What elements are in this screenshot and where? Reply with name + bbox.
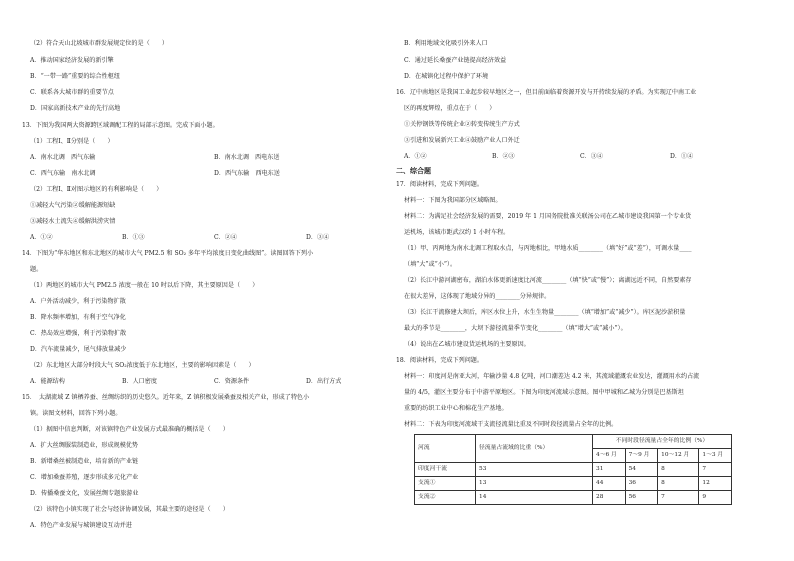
q13-2-option-b[interactable]: B．①③ bbox=[122, 234, 145, 241]
q15-intro-line2: 镇。读图文材料，回答下列小题。 bbox=[30, 410, 122, 417]
q12-2-option-b[interactable]: B．“一带一路”重要的综合性枢纽 bbox=[30, 73, 120, 80]
q14-2-option-c[interactable]: C．资源条件 bbox=[214, 378, 250, 385]
q18-material-1-line2: 量的 4/5，灌区主要分布于中游平原地区。下图为印度河流域示意图。图中甲城和乙城为分别是巴基斯坦 bbox=[404, 389, 684, 396]
table-cell: 56 bbox=[625, 491, 658, 505]
table-header-month: 1～3 月 bbox=[699, 449, 732, 463]
q17-q2-line2: 在很大差异，这体现了地域分异的________分异规律。 bbox=[404, 293, 551, 300]
q15-1-option-c[interactable]: C．增加桑蚕养殖，逐步形成多元化产业 bbox=[30, 474, 139, 481]
q12-2-option-d[interactable]: D．国家高新技术产业的先行高地 bbox=[30, 105, 121, 112]
q16-option-c[interactable]: C．③④ bbox=[580, 153, 603, 160]
q17-q2-line1: （2）长江中游河湖密布，湖泊水体更新速度比河流________（填“快”或“慢”）；离湖远近不同，自然要素存 bbox=[404, 277, 692, 284]
q18-material-1-line3: 重要的纺织工业中心和棉花生产基地。 bbox=[404, 405, 508, 412]
q16-intro-line1: 16．辽中南地区是我国工业起步较早地区之一，但目前面临着资源开发与开持续发展的矛盾。为实现辽中南工业 bbox=[396, 89, 697, 96]
q13-2-item-2: ③减轻水土流失④缓解洪涝灾情 bbox=[30, 218, 116, 225]
q14-1-option-a[interactable]: A．户外活动减少，利于污染物扩散 bbox=[30, 298, 126, 305]
q17-q3-line1: （3）长江干流修建大坝后，库区水位上升，水生生物量________（填“增加”或“减少”）。库区泥沙淤积量 bbox=[404, 309, 686, 316]
q13-2-option-d[interactable]: D．③④ bbox=[306, 234, 330, 241]
q17-q3-line2: 最大的季节是________，大坝下游径流量季节变化________（填“增大”或“减小”）。 bbox=[404, 325, 627, 332]
q14-intro-line1: 14．下图为“华东地区和东北地区的城市大气 PM2.5 和 SO₂ 多年平均浓度日变化曲线图”。读图回答下列小 bbox=[22, 250, 314, 257]
table-row bbox=[415, 463, 732, 477]
table-cell: 12 bbox=[699, 477, 732, 491]
q15-2-option-c[interactable]: C．通过延长桑蚕产业链提高经济效益 bbox=[404, 57, 507, 64]
q14-2-stem: （2）东北地区大部分时段大气 SO₂浓度低于东北地区，主要的影响因素是（ ） bbox=[30, 362, 255, 369]
q15-1-option-d[interactable]: D．传播桑蚕文化，发展丝绸专题旅游业 bbox=[30, 490, 139, 497]
q15-2-option-b[interactable]: B．利用地域文化吸引外来人口 bbox=[404, 40, 488, 47]
table-cell: 44 bbox=[593, 477, 626, 491]
q17-material-2-line2: 运机场，该城市距武汉约 1 小时车程。 bbox=[404, 229, 510, 236]
table-header-month: 10～12 月 bbox=[658, 449, 699, 463]
q15-1-option-a[interactable]: A．扩大丝绸服装制造业，形成规模优势 bbox=[30, 442, 138, 449]
section-heading-comprehensive: 二、综合题 bbox=[396, 166, 431, 175]
q14-2-option-d[interactable]: D．出行方式 bbox=[306, 378, 342, 385]
table-cell-ratio: 14 bbox=[476, 491, 593, 505]
q13-2-stem: （2）工程Ⅰ、Ⅱ对图示地区的有利影响是（ ） bbox=[30, 186, 163, 193]
q16-option-a[interactable]: A．①② bbox=[404, 153, 427, 160]
q15-1-option-b[interactable]: B．新增桑丝被制造业，培育新的产业链 bbox=[30, 458, 139, 465]
runoff-table bbox=[414, 434, 732, 505]
q13-1-option-d[interactable]: D．西气东输 西电东送 bbox=[214, 170, 280, 177]
q18-material-2: 材料二：下表为印度河流域干支流径流量比重及不同时段径流量占全年的比例。 bbox=[404, 421, 618, 428]
q17-material-1: 材料一：下图为我国部分区域略图。 bbox=[404, 197, 502, 204]
q17-q1-line2: （填“大”或“小”）。 bbox=[404, 261, 457, 268]
q14-1-stem: （1）两地区的城市大气 PM2.5 浓度一般在 10 时以后下降，其主要原因是（ ） bbox=[30, 282, 259, 289]
q15-1-stem: （1）据图中信息判断，对该镇特色产业发展方式最准确的概括是（ ） bbox=[30, 426, 229, 433]
table-cell-ratio: 53 bbox=[476, 463, 593, 477]
q13-2-option-a[interactable]: A．①② bbox=[30, 234, 53, 241]
q15-2-option-d[interactable]: D．在城镇化过程中保护了环境 bbox=[404, 73, 489, 80]
table-cell: 7 bbox=[658, 491, 699, 505]
table-row bbox=[415, 477, 732, 491]
q16-item-2: ③引进和发展新兴工业④鼓励产业人口外迁 bbox=[404, 137, 520, 144]
q17-material-2-line1: 材料二：为满足社会经济发展的需要，2019 年 1 月国务院批准关联汤公司在乙城市建设我国第一个专业货 bbox=[404, 213, 692, 220]
q12-2-stem: （2）符合天山北坡城市群发展规定位的是（ ） bbox=[30, 40, 168, 47]
table-cell: 8 bbox=[658, 463, 699, 477]
table-cell: 9 bbox=[699, 491, 732, 505]
q13-intro: 13．下图为我国两大资源跨区域调配工程的局部示意图。完成下面小题。 bbox=[22, 122, 219, 129]
table-header-periods: 不同时段径流量占全年的比例（%） bbox=[593, 435, 732, 449]
q13-2-item-1: ①减轻大气污染②缓解能源短缺 bbox=[30, 202, 116, 209]
table-cell-ratio: 13 bbox=[476, 477, 593, 491]
q14-1-option-b[interactable]: B．降水频率增加，有利于空气净化 bbox=[30, 314, 126, 321]
table-cell: 8 bbox=[658, 477, 699, 491]
table-cell: 36 bbox=[625, 477, 658, 491]
q13-2-option-c[interactable]: C．②④ bbox=[214, 234, 237, 241]
q13-1-option-a[interactable]: A．南水北调 西气东输 bbox=[30, 154, 96, 161]
q17-intro: 17．阅读材料，完成下列问题。 bbox=[396, 181, 483, 188]
q14-1-option-d[interactable]: D．汽车流量减少，尾气排放量减少 bbox=[30, 346, 127, 353]
table-cell-river: 支流② bbox=[415, 491, 476, 505]
table-cell: 54 bbox=[625, 463, 658, 477]
q13-1-option-c[interactable]: C．西气东输 南水北调 bbox=[30, 170, 96, 177]
q17-q4: （4）说出在乙城市建设货运机场的主要原因。 bbox=[404, 341, 530, 348]
table-row bbox=[415, 491, 732, 505]
q14-2-option-a[interactable]: A．能源结构 bbox=[30, 378, 65, 385]
q14-intro-line2: 题。 bbox=[30, 266, 43, 273]
q13-1-option-b[interactable]: B．南水北调 西电东送 bbox=[214, 154, 280, 161]
q15-intro-line1: 15． 太湖流域 Z 镇栖养蚕、丝绸纺织的历史悠久。近年来，Z 镇积极发展桑蚕及相关产业，形成了特色小 bbox=[22, 394, 310, 401]
table-cell-river: 支流① bbox=[415, 477, 476, 491]
table-cell: 31 bbox=[593, 463, 626, 477]
q16-item-1: ①关停钢铁等传统企业②转变传统生产方式 bbox=[404, 121, 520, 128]
q15-2-option-a[interactable]: A．特色产业发展与城镇建设互动并进 bbox=[30, 522, 132, 529]
table-header-river: 河流 bbox=[415, 435, 476, 463]
q16-option-b[interactable]: B．②③ bbox=[492, 153, 515, 160]
q16-option-d[interactable]: D．①④ bbox=[670, 153, 694, 160]
q17-q1-line1: （1）甲、丙两地为南水北调工程取水点，与丙地相比，甲地水质________（填“好”或“差”），可调水量____ bbox=[404, 245, 692, 252]
table-cell: 28 bbox=[593, 491, 626, 505]
q18-intro: 18．阅读材料，完成下列问题。 bbox=[396, 357, 483, 364]
q12-2-option-a[interactable]: A．推动国家经济发展的新引擎 bbox=[30, 57, 114, 64]
q12-2-option-c[interactable]: C．联系各大城市群的重要节点 bbox=[30, 89, 114, 96]
q14-1-option-c[interactable]: C．热岛效应增强，利于污染物扩散 bbox=[30, 330, 127, 337]
q18-material-1-line1: 材料一：印度河是南亚大河，年输沙量 4.8 亿吨，河口潮差达 4.2 米，其流域灌溉农业发达，灌溉用水约占流 bbox=[404, 373, 700, 380]
q14-2-option-b[interactable]: B．人口密度 bbox=[122, 378, 157, 385]
table-cell-river: 印度河干流 bbox=[415, 463, 476, 477]
table-header-ratio: 径流量占流域的比重（%） bbox=[476, 435, 593, 463]
table-cell: 7 bbox=[699, 463, 732, 477]
table-header-month: 7～9 月 bbox=[625, 449, 658, 463]
q13-1-stem: （1）工程Ⅰ、Ⅱ分别是（ ） bbox=[30, 138, 114, 145]
table-header-month: 4～6 月 bbox=[593, 449, 626, 463]
q16-intro-line2: 区的再度辉煌，重点在于（ ） bbox=[404, 105, 496, 112]
q15-2-stem: （2）该特色小镇实现了社会与经济协调发展，其最主要的途径是（ ） bbox=[30, 506, 229, 513]
